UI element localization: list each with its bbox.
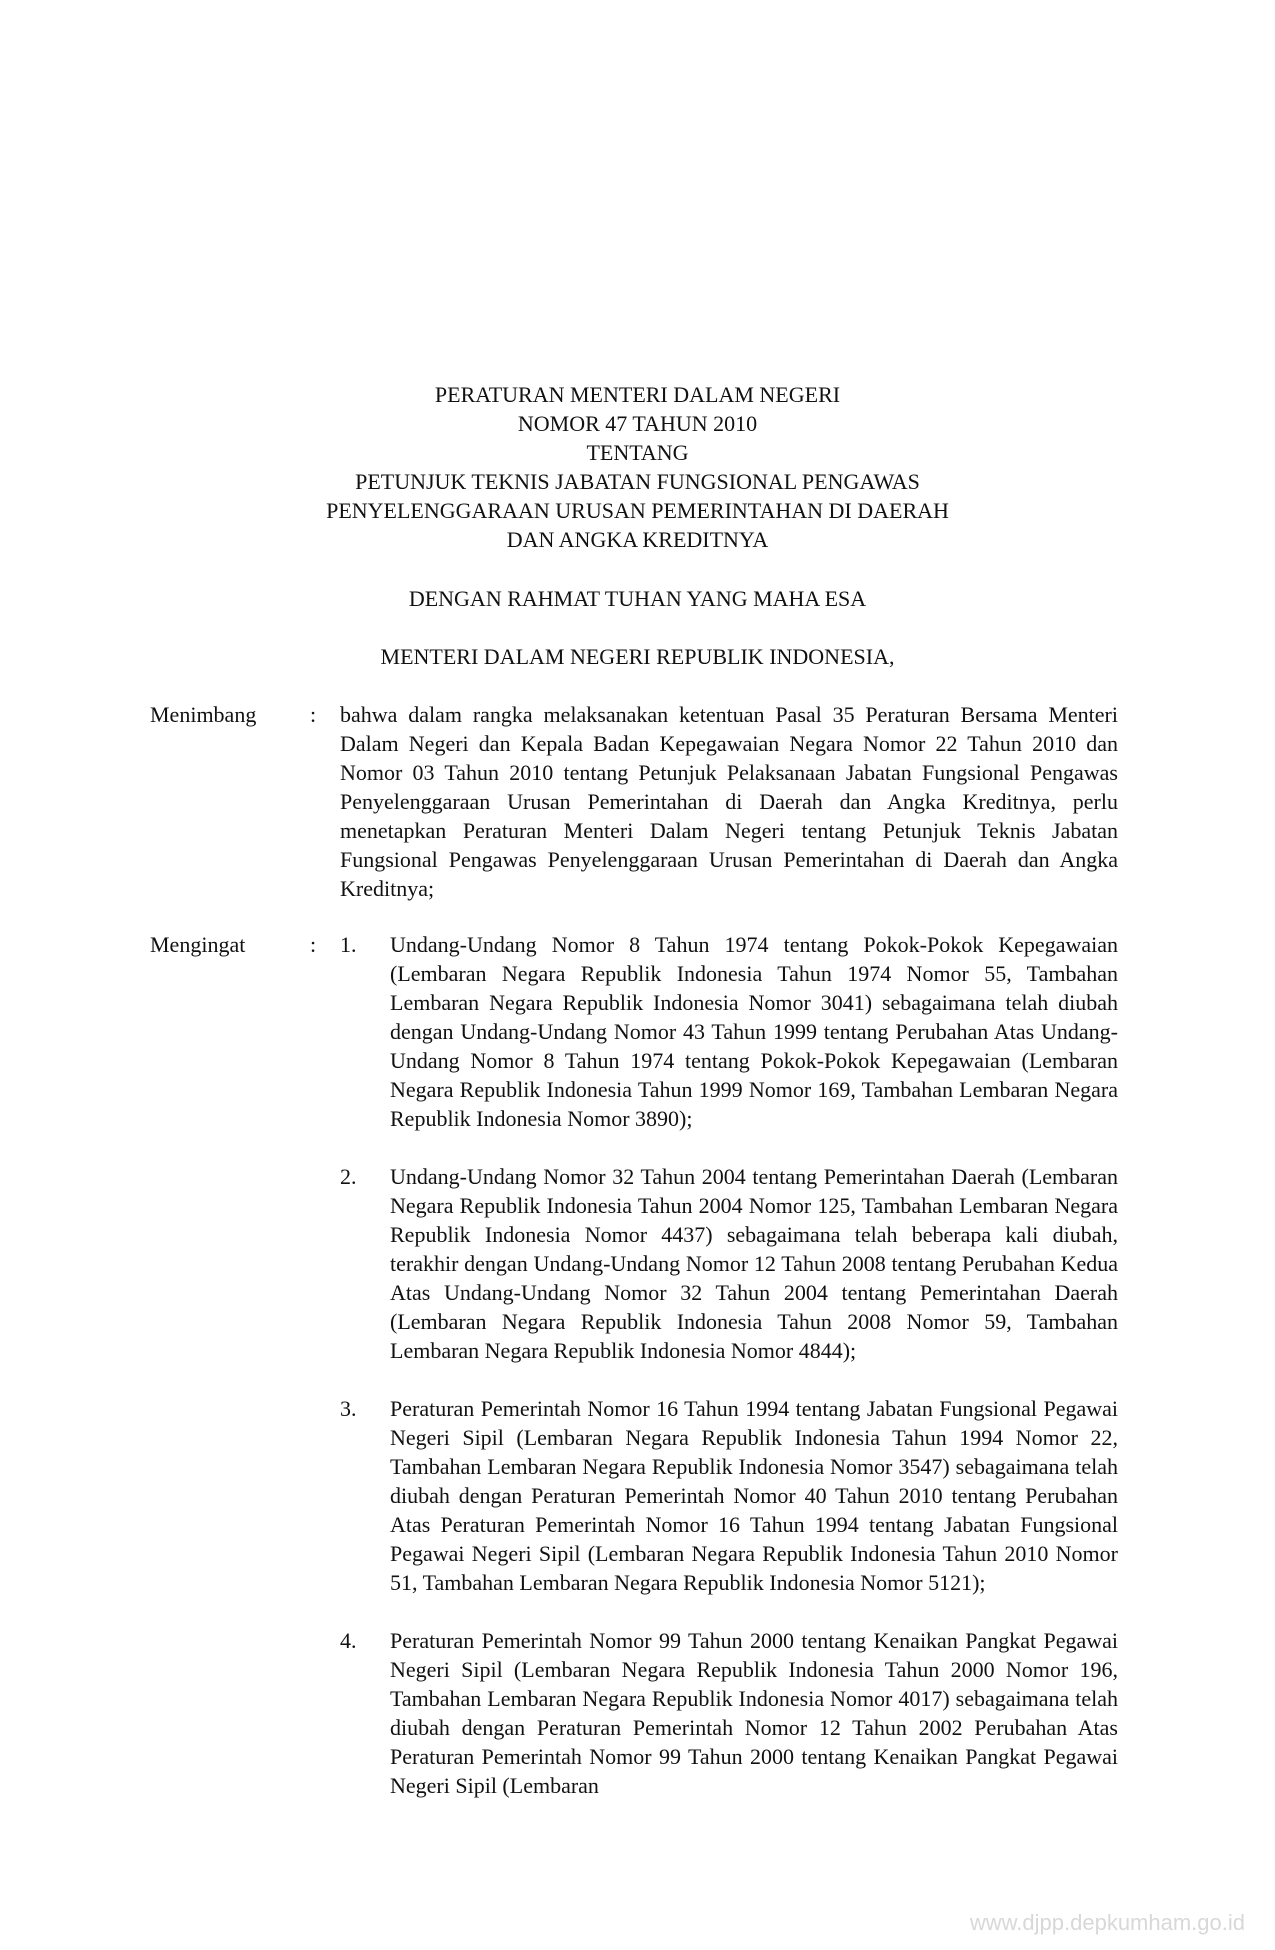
mengingat-item-number: 1. xyxy=(340,932,357,957)
mengingat-item-text: Undang-Undang Nomor 8 Tahun 1974 tentang Pokok-Pokok Kepegawaian (Lembaran Negara Republik Indonesia Tahun 1974 Nomor 55, Tambahan Lembaran Negara Republik Indonesia Nomor 3041) sebagaimana telah diubah dengan Undang-Undang Nomor 43 Tahun 1999 tentang Perubahan Atas Undang-Undang Nomor 8 Tahun 1974 tentang Pokok-Pokok Kepegawaian (Lembaran Negara Republik Indonesia Tahun 1999 Nomor 169, Tambahan Lembaran Negara Republik Indonesia Nomor 3890); xyxy=(390,932,1118,1131)
mengingat-item-number: 4. xyxy=(340,1628,357,1653)
website-watermark: www.djpp.depkumham.go.id xyxy=(969,1910,1245,1935)
regulation-title-block xyxy=(150,380,1125,554)
regulation-number: NOMOR 47 TAHUN 2010 xyxy=(517,411,758,436)
mengingat-section xyxy=(150,930,1118,1798)
mengingat-item-text: Undang-Undang Nomor 32 Tahun 2004 tentang Pemerintahan Daerah (Lembaran Negara Republik Indonesia Tahun 2004 Nomor 125, Tambahan Lembaran Negara Republik Indonesia Nomor 4437) sebagaimana telah beberapa kali diubah, terakhir dengan Undang-Undang Nomor 12 Tahun 2008 tentang Perubahan Kedua Atas Undang-Undang Nomor 32 Tahun 2004 tentang Pemerintahan Daerah (Lembaran Negara Republik Indonesia Tahun 2008 Nomor 59, Tambahan Lembaran Negara Republik Indonesia Nomor 4844); xyxy=(390,1164,1118,1363)
menimbang-colon: : xyxy=(310,702,317,727)
regulation-about-label: TENTANG xyxy=(586,440,689,465)
regulation-subject-line: PETUNJUK TEKNIS JABATAN FUNGSIONAL PENGAWAS xyxy=(355,469,920,494)
regulation-title-line: PERATURAN MENTERI DALAM NEGERI xyxy=(434,382,841,407)
menimbang-label: Menimbang xyxy=(150,702,257,727)
mengingat-label: Mengingat xyxy=(150,932,246,957)
mengingat-colon: : xyxy=(310,932,317,957)
mengingat-item-text: Peraturan Pemerintah Nomor 99 Tahun 2000 tentang Kenaikan Pangkat Pegawai Negeri Sipil (Lembaran Negara Republik Indonesia Tahun 2000 Nomor 196, Tambahan Lembaran Negara Republik Indonesia Nomor 4017) sebagaimana telah diubah dengan Peraturan Pemerintah Nomor 12 Tahun 2002 Perubahan Atas Peraturan Pemerintah Nomor 99 Tahun 2000 tentang Kenaikan Pangkat Pegawai Negeri Sipil (Lembaran xyxy=(390,1628,1118,1798)
regulation-subject-line: DAN ANGKA KREDITNYA xyxy=(506,527,769,552)
issuing-authority: MENTERI DALAM NEGERI REPUBLIK INDONESIA, xyxy=(380,644,895,669)
regulation-subject-line: PENYELENGGARAAN URUSAN PEMERINTAHAN DI DAERAH xyxy=(326,498,949,523)
mengingat-item-number: 2. xyxy=(340,1164,357,1189)
menimbang-section xyxy=(150,700,1118,903)
opening-blessing: DENGAN RAHMAT TUHAN YANG MAHA ESA xyxy=(408,586,867,611)
mengingat-item-text: Peraturan Pemerintah Nomor 16 Tahun 1994 tentang Jabatan Fungsional Pegawai Negeri Sipil (Lembaran Negara Republik Indonesia Tahun 1994 Nomor 22, Tambahan Lembaran Negara Republik Indonesia Nomor 3547) sebagaimana telah diubah dengan Peraturan Pemerintah Nomor 40 Tahun 2010 tentang Perubahan Atas Peraturan Pemerintah Nomor 16 Tahun 1994 tentang Jabatan Fungsional Pegawai Negeri Sipil (Lembaran Negara Republik Indonesia Tahun 2010 Nomor 51, Tambahan Lembaran Negara Republik Indonesia Nomor 5121); xyxy=(390,1396,1118,1595)
menimbang-text: bahwa dalam rangka melaksanakan ketentuan Pasal 35 Peraturan Bersama Menteri Dalam Negeri dan Kepala Badan Kepegawaian Negara Nomor 22 Tahun 2010 dan Nomor 03 Tahun 2010 tentang Petunjuk Pelaksanaan Jabatan Fungsional Pengawas Penyelenggaraan Urusan Pemerintahan di Daerah dan Angka Kreditnya, perlu menetapkan Peraturan Menteri Dalam Negeri tentang Petunjuk Teknis Jabatan Fungsional Pengawas Penyelenggaraan Urusan Pemerintahan di Daerah dan Angka Kreditnya; xyxy=(340,702,1118,901)
mengingat-item-number: 3. xyxy=(340,1396,357,1421)
